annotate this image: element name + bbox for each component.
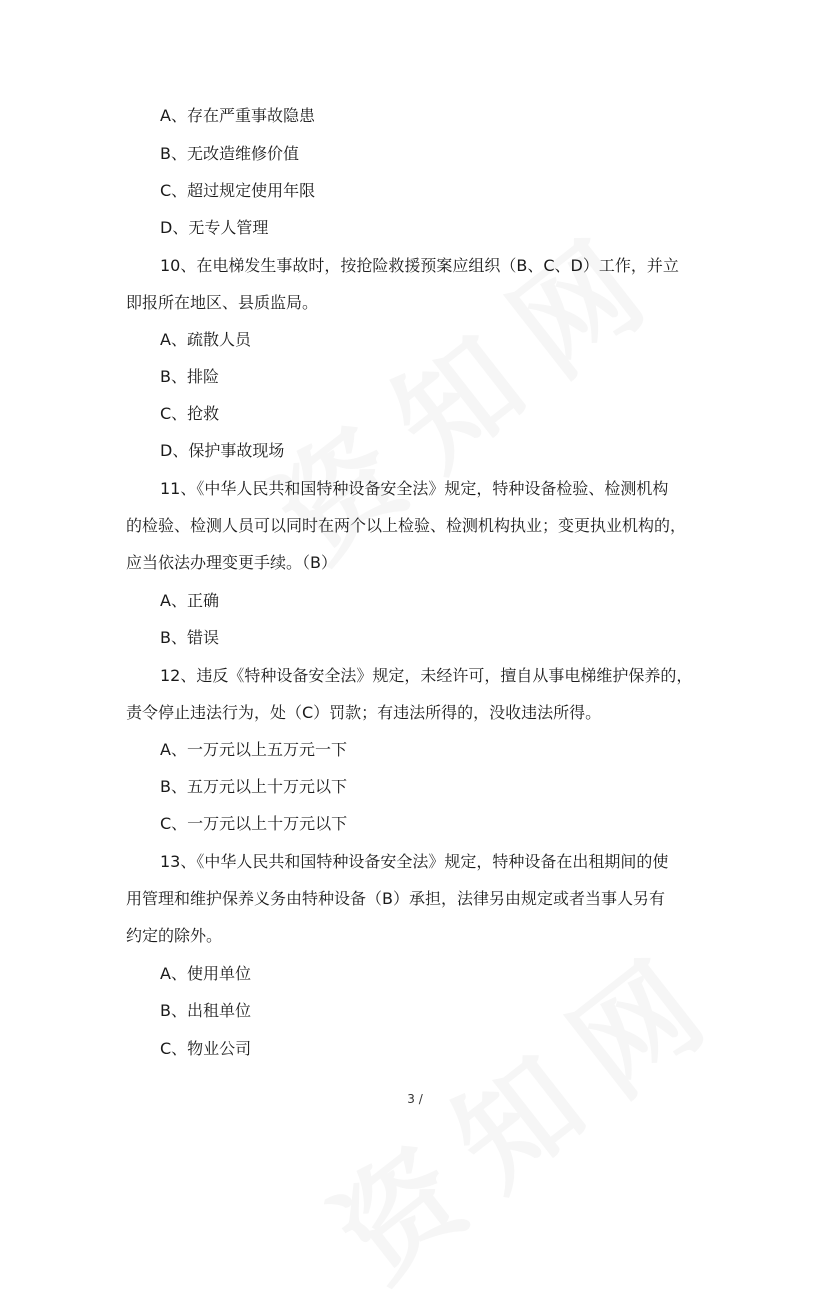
q11-option-b: B、错误 [160,628,219,647]
question-11-line-3: 应当依法办理变更手续。（B） [126,553,337,572]
q12-option-c: C、一万元以上十万元以下 [160,814,348,833]
question-13-line-1: 13、《中华人民共和国特种设备安全法》规定，特种设备在出租期间的使 [160,852,669,871]
q10-option-d: D、保护事故现场 [160,441,285,460]
q10-option-a: A、疏散人员 [160,330,251,349]
question-10-line-1: 10、在电梯发生事故时，按抢险救援预案应组织（B、C、D）工作，并立 [160,256,679,275]
q12-option-b: B、五万元以上十万元以下 [160,777,347,796]
question-11-line-2: 的检验、检测人员可以同时在两个以上检验、检测机构执业；变更执业机构的， [126,516,687,535]
q10-option-b: B、排险 [160,367,219,386]
q12-option-a: A、一万元以上五万元一下 [160,740,347,759]
q10-option-c: C、抢救 [160,404,220,423]
q13-option-a: A、使用单位 [160,964,251,983]
option-b: B、无改造维修价值 [160,144,299,163]
question-12-line-1: 12、违反《特种设备安全法》规定，未经许可，擅自从事电梯维护保养的， [160,666,693,685]
option-d: D、无专人管理 [160,218,269,237]
q11-option-a: A、正确 [160,591,219,610]
page-number: 3 / [407,1092,423,1106]
question-12-line-2: 责令停止违法行为，处（C）罚款；有违法所得的，没收违法所得。 [126,703,602,722]
q13-option-c: C、物业公司 [160,1039,252,1058]
option-a: A、存在严重事故隐患 [160,106,315,125]
q13-option-b: B、出租单位 [160,1001,251,1020]
question-13-line-3: 约定的除外。 [126,926,223,945]
question-11-line-1: 11、《中华人民共和国特种设备安全法》规定，特种设备检验、检测机构 [160,479,669,498]
question-10-line-2: 即报所在地区、县质监局。 [126,293,319,312]
option-c: C、超过规定使用年限 [160,181,316,200]
question-13-line-2: 用管理和维护保养义务由特种设备（B）承担，法律另由规定或者当事人另有 [126,889,665,908]
